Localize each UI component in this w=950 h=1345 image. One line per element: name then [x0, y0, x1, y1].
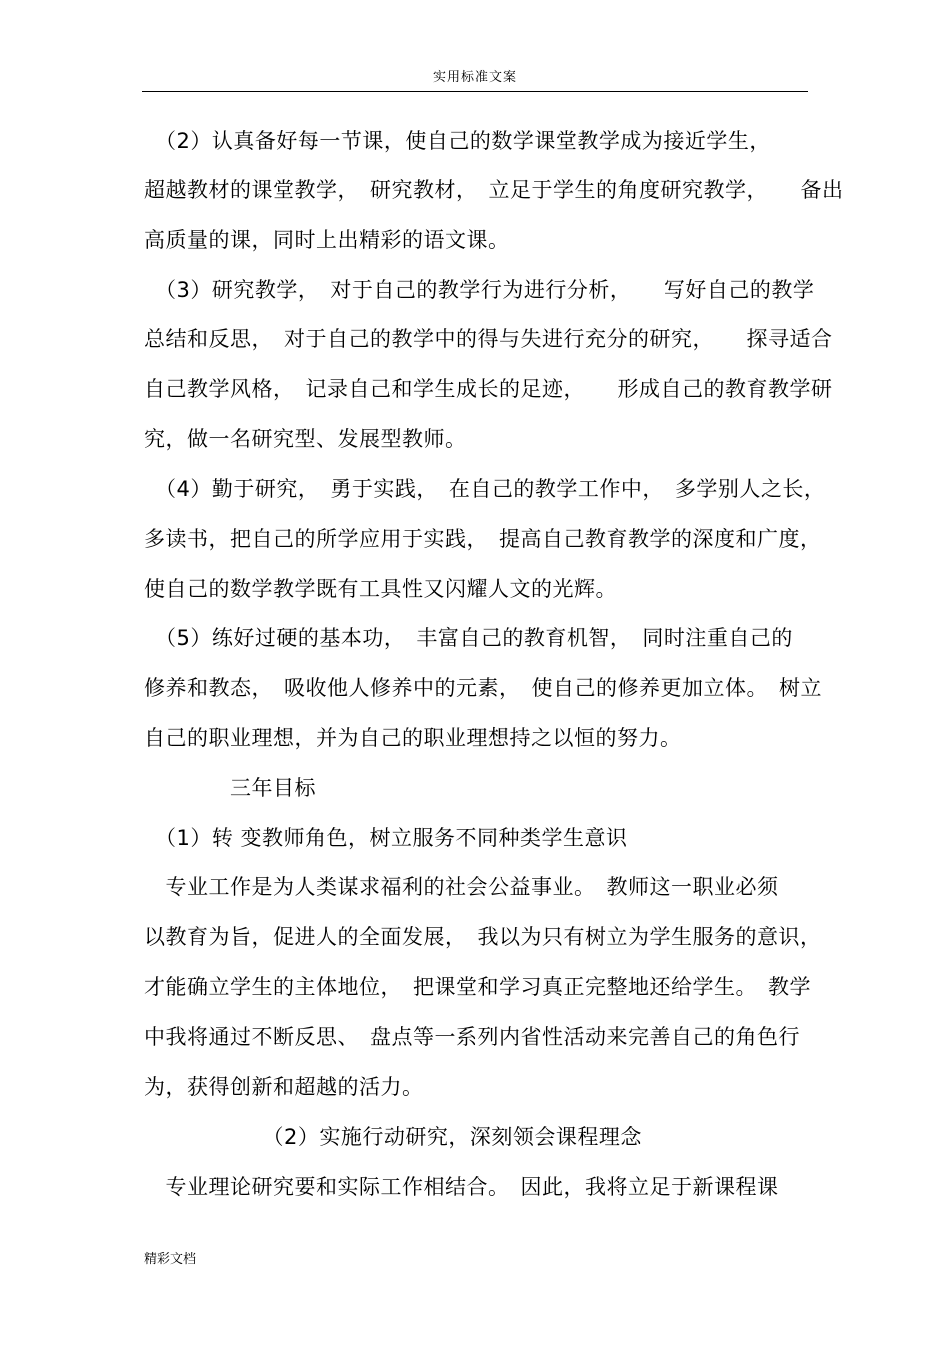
page-footer: 精彩文档 [144, 1252, 197, 1267]
text-line: 修养和教态， 吸收他人修养中的元素， 使自己的修养更加立体。 树立 [144, 676, 822, 700]
text-line: （3）研究教学， 对于自己的教学行为进行分析， 写好自己的教学 [144, 278, 815, 302]
text-line: （4）勤于研究， 勇于实践， 在自己的教学工作中， 多学别人之长， [144, 477, 826, 501]
text-line: （5）练好过硬的基本功， 丰富自己的教育机智， 同时注重自己的 [144, 626, 793, 650]
text-line: 自己的职业理想，并为自己的职业理想持之以恒的努力。 [144, 726, 682, 750]
page-header: 实用标准文案 [432, 70, 517, 85]
text-line: 使自己的数学教学既有工具性又闪耀人文的光辉。 [144, 577, 617, 601]
text-line: 高质量的课，同时上出精彩的语文课。 [144, 228, 510, 252]
text-line: 以教育为旨，促进人的全面发展， 我以为只有树立为学生服务的意识， [144, 925, 822, 949]
text-line: （1）转 变教师角色，树立服务不同种类学生意识 [144, 826, 628, 850]
text-line: 为，获得创新和超越的活力。 [144, 1075, 424, 1099]
text-line: （2）实施行动研究，深刻领会课程理念 [144, 1125, 642, 1149]
text-line: 究，做一名研究型、发展型教师。 [144, 427, 467, 451]
text-line: 才能确立学生的主体地位， 把课堂和学习真正完整地还给学生。 教学 [144, 975, 811, 999]
text-line: 中我将通过不断反思、 盘点等一系列内省性活动来完善自己的角色行 [144, 1025, 800, 1049]
text-line: 专业工作是为人类谋求福利的社会公益事业。 教师这一职业必须 [144, 875, 779, 899]
text-line: （2）认真备好每一节课，使自己的数学课堂教学成为接近学生， [144, 129, 771, 153]
text-line: 超越教材的课堂教学， 研究教材， 立足于学生的角度研究教学， 备出 [144, 178, 844, 202]
header-rule [142, 91, 808, 92]
text-line: 总结和反思， 对于自己的教学中的得与失进行充分的研究， 探寻适合 [144, 327, 833, 351]
text-line: 自己教学风格， 记录自己和学生成长的足迹， 形成自己的教育教学研 [144, 377, 833, 401]
section-heading: 三年目标 [144, 776, 316, 800]
text-line: 专业理论研究要和实际工作相结合。 因此，我将立足于新课程课 [144, 1175, 779, 1199]
text-line: 多读书，把自己的所学应用于实践， 提高自己教育教学的深度和广度， [144, 527, 822, 551]
